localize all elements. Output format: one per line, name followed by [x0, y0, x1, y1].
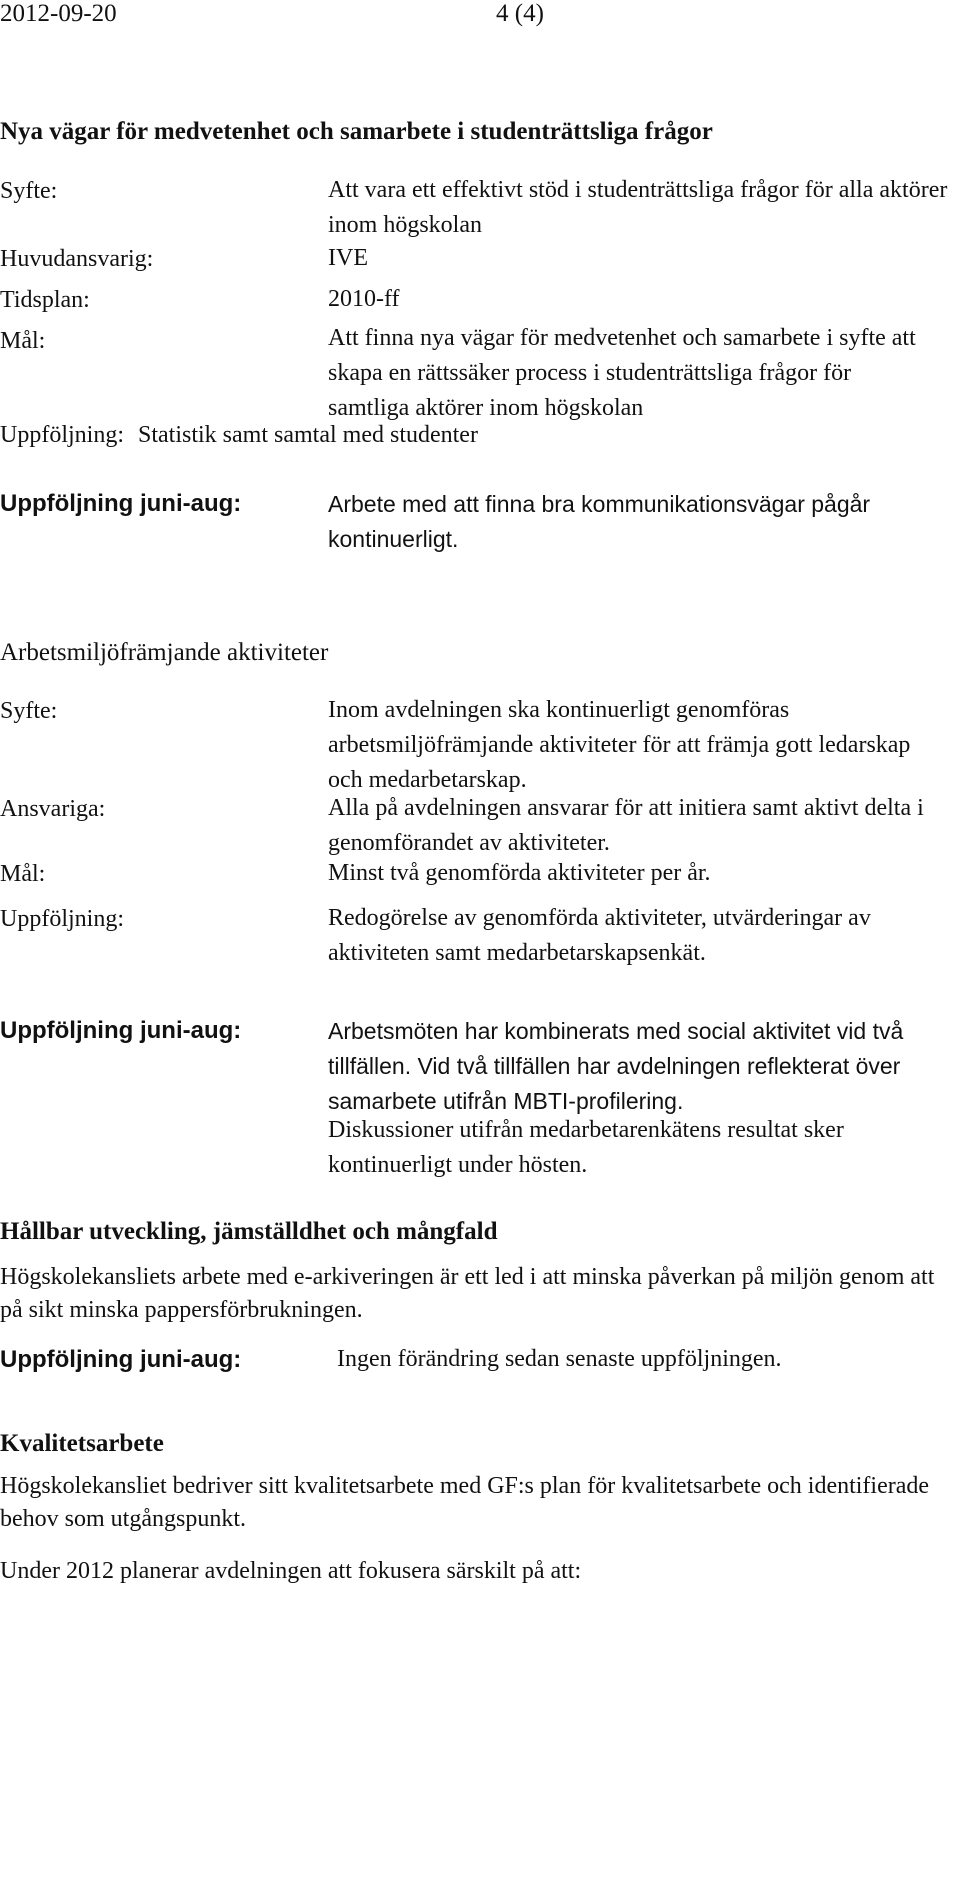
header-page-number: 4 (4)	[496, 0, 544, 27]
syfte-value: Att vara ett effektivt stöd i studenträttsliga frågor för alla aktörer inom högskolan	[328, 177, 948, 238]
mal-value: Att finna nya vägar för medvetenhet och samarbete i syfte att skapa en rättssäker process i studenträttsliga frågor för samtliga aktörer inom högskolan	[328, 325, 916, 421]
s2-uppfoljning-label: Uppföljning:	[0, 906, 124, 932]
s2-mal-value: Minst två genomförda aktiviteter per år.	[328, 860, 711, 886]
followup-label-1: Uppföljning juni-aug:	[0, 490, 242, 517]
ansvariga-value: Alla på avdelningen ansvarar för att initiera samt aktivt delta i genomförandet av aktiviteter.	[328, 795, 924, 856]
uppfoljning-row	[0, 420, 478, 450]
header-date: 2012-09-20	[0, 0, 117, 27]
uppfoljning-value: Statistik samt samtal med studenter	[138, 422, 478, 448]
followup-value-2b: Diskussioner utifrån medarbetarenkätens resultat sker kontinuerligt under hösten.	[328, 1117, 844, 1178]
huvudansvarig-value: IVE	[328, 245, 368, 271]
section-title-arbetsmiljo: Arbetsmiljöfrämjande aktiviteter	[0, 639, 329, 666]
followup-value-3: Ingen förändring sedan senaste uppföljningen.	[337, 1346, 782, 1372]
s2-syfte-label: Syfte:	[0, 698, 58, 724]
s2-uppfoljning-value: Redogörelse av genomförda aktiviteter, utvärderingar av aktiviteten samt medarbetarskapsenkät.	[328, 905, 871, 966]
s2-mal-label: Mål:	[0, 861, 46, 887]
huvudansvarig-label: Huvudansvarig:	[0, 246, 154, 272]
hallbar-body: Högskolekansliets arbete med e-arkiveringen är ett led i att minska påverkan på miljön genom att på sikt minska pappersförbrukningen.	[0, 1264, 935, 1323]
s2-syfte-value: Inom avdelningen ska kontinuerligt genomföras arbetsmiljöfrämjande aktiviteter för att främja gott ledarskap och medarbetarskap.	[328, 697, 911, 793]
followup-value-1: Arbete med att finna bra kommunikationsvägar pågår kontinuerligt.	[328, 491, 871, 552]
section-title-kvalitet: Kvalitetsarbete	[0, 1430, 164, 1457]
uppfoljning-label: Uppföljning:	[0, 422, 124, 448]
kvalitet-body: Högskolekansliet bedriver sitt kvalitetsarbete med GF:s plan för kvalitetsarbete och identifierade behov som utgångspunkt.	[0, 1473, 930, 1532]
ansvariga-label: Ansvariga:	[0, 796, 106, 822]
followup-label-2: Uppföljning juni-aug:	[0, 1017, 242, 1044]
mal-label: Mål:	[0, 328, 46, 354]
followup-value-2a: Arbetsmöten har kombinerats med social aktivitet vid två tillfällen. Vid två tillfällen har avdelningen reflekterat över samarbete utifrån MBTI-profilering.	[328, 1018, 904, 1114]
section-title-studentrattsliga: Nya vägar för medvetenhet och samarbete i studenträttsliga frågor	[0, 118, 713, 145]
kvalitet-body-2: Under 2012 planerar avdelningen att fokusera särskilt på att:	[0, 1558, 582, 1584]
section-title-hallbar: Hållbar utveckling, jämställdhet och mångfald	[0, 1218, 498, 1245]
syfte-label: Syfte:	[0, 178, 58, 204]
tidsplan-value: 2010-ff	[328, 286, 400, 312]
followup-label-3: Uppföljning juni-aug:	[0, 1346, 242, 1373]
tidsplan-label: Tidsplan:	[0, 287, 90, 313]
